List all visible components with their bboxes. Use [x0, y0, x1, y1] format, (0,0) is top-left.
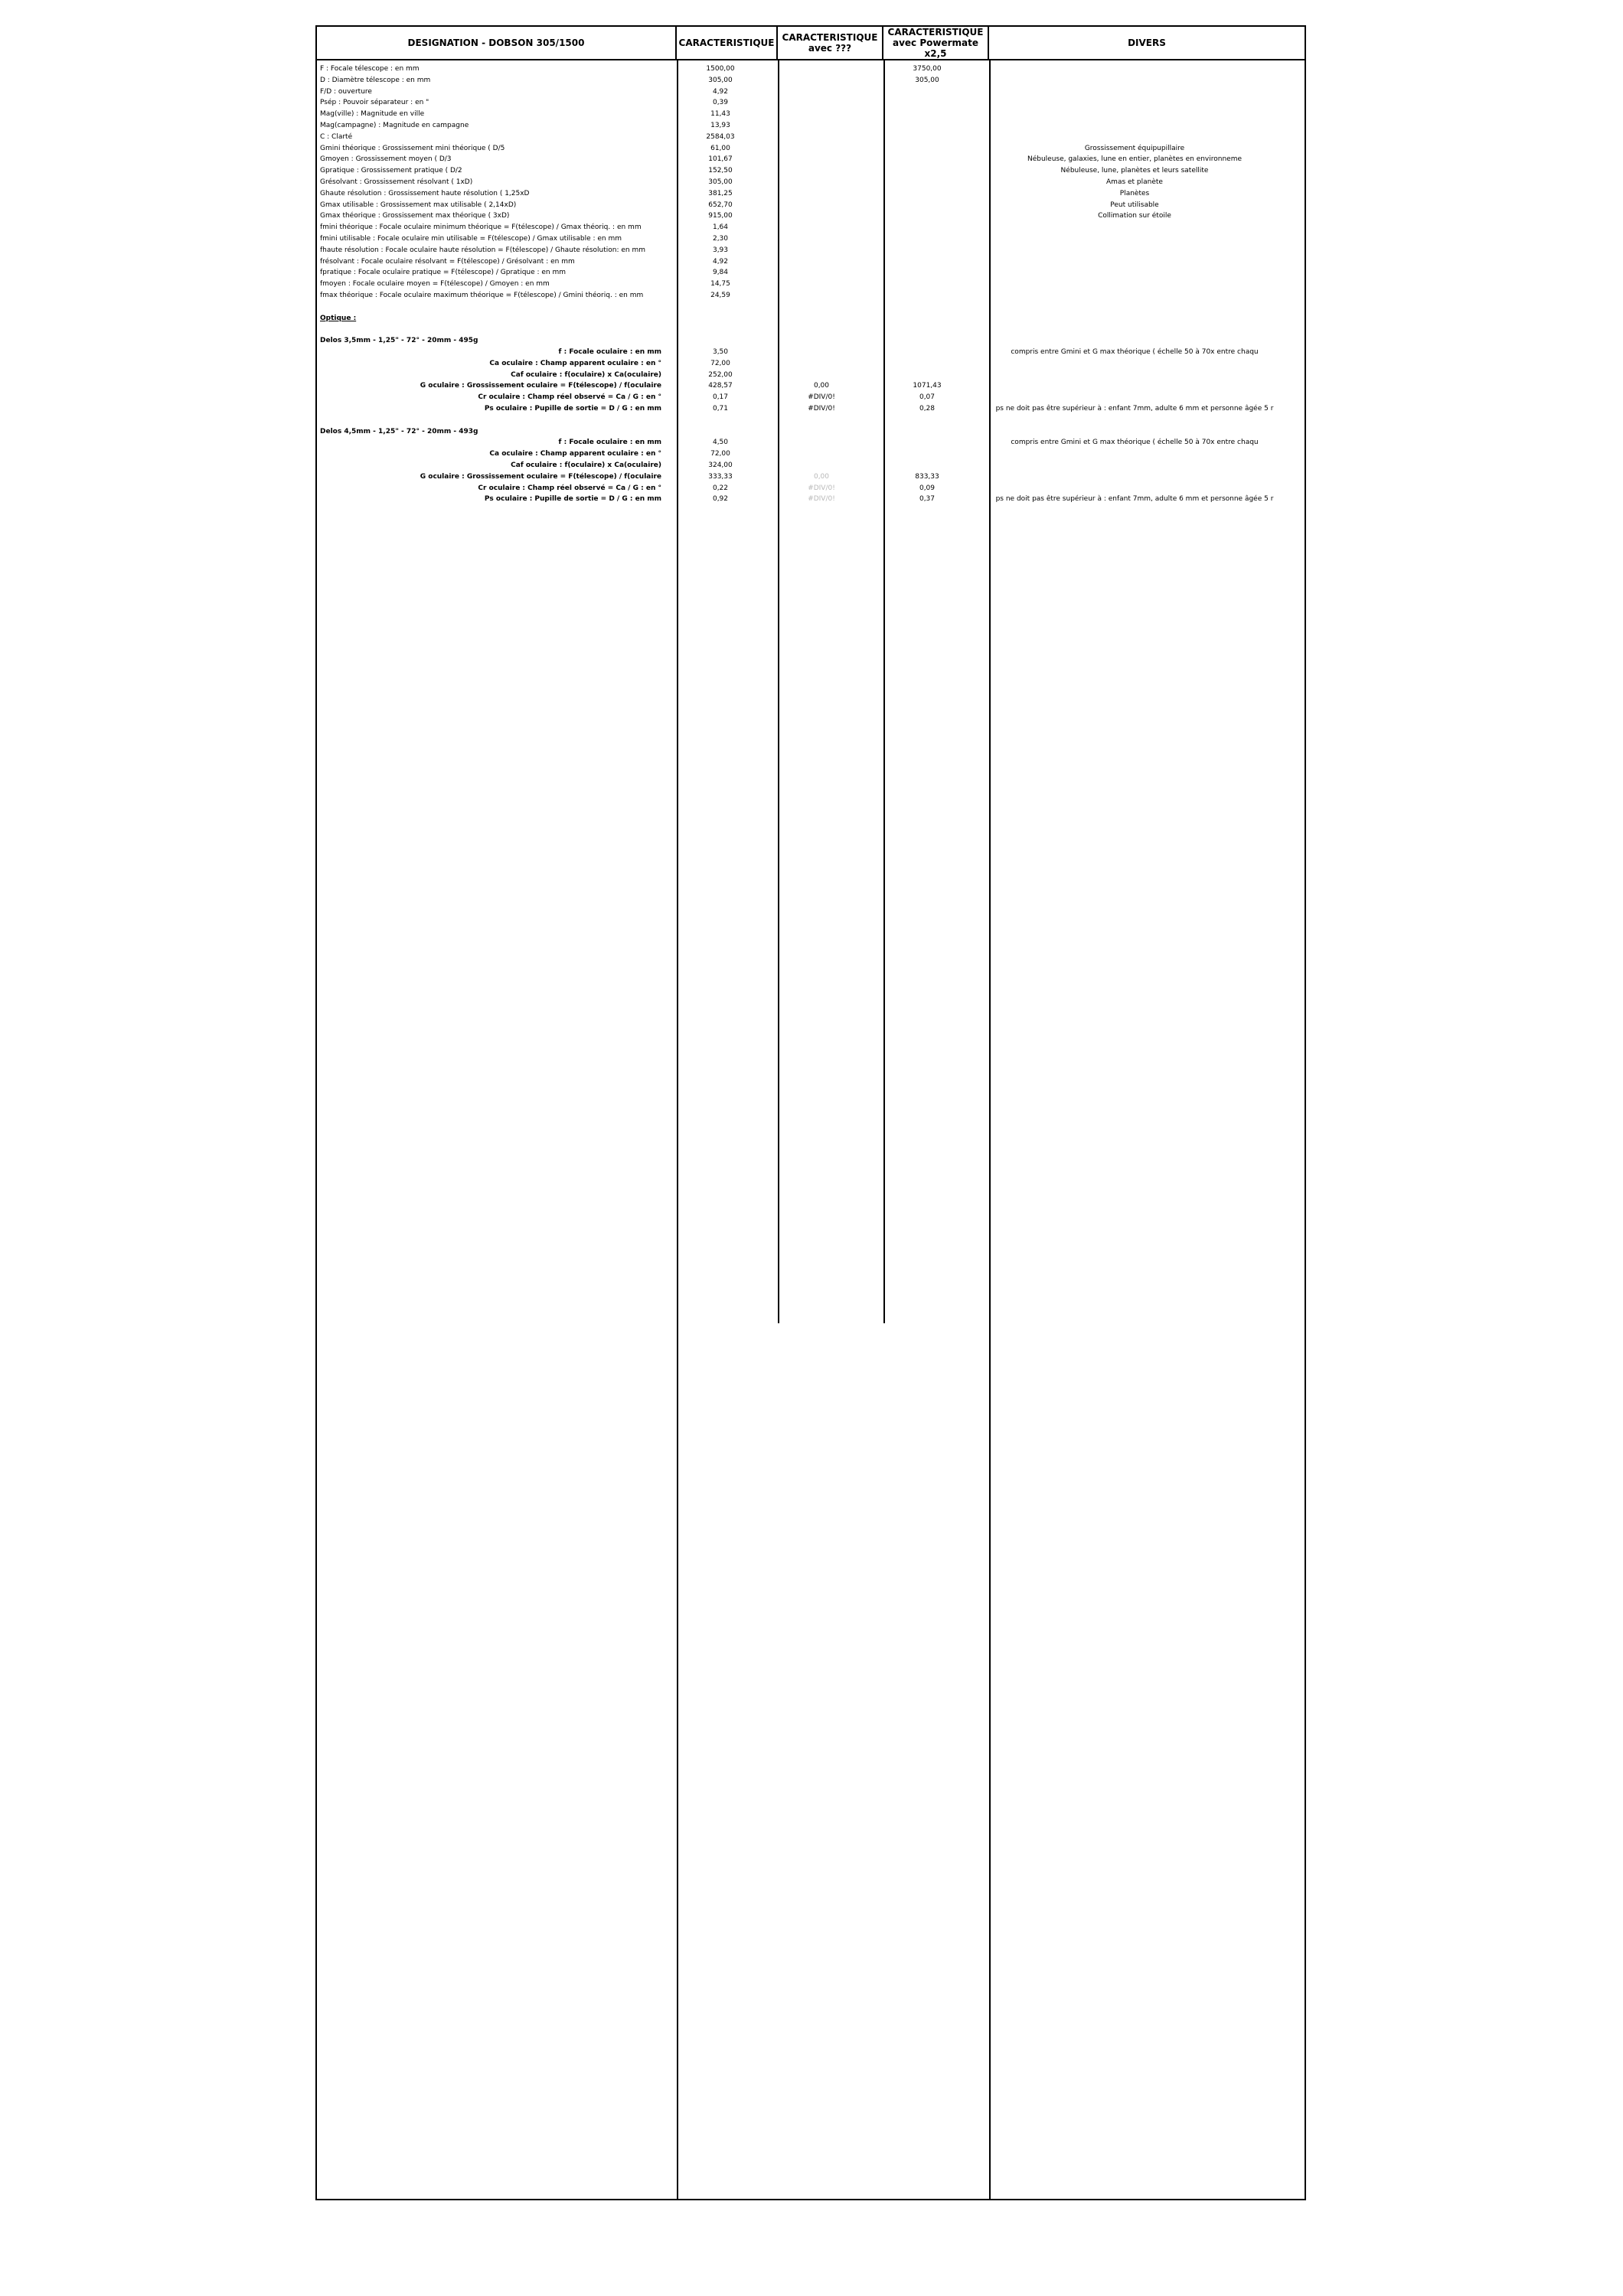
table-row	[317, 64, 1305, 74]
cell-t: fmini théorique : Focale oculaire minimum théorique = F(télescope) / Gmax théoriq. : en mm	[320, 223, 642, 232]
table-row	[317, 132, 1305, 142]
cell-v4: Planètes	[1119, 189, 1150, 197]
cell-v4: ps ne doit pas être supérieur à : enfant 7mm, adulte 6 mm et personne âgée 5 r	[995, 495, 1274, 504]
cell-v1: 0,71	[712, 405, 729, 413]
table-row	[317, 86, 1305, 97]
cell-v1: 333,33	[708, 472, 733, 481]
cell-t: fmini utilisable : Focale oculaire min utilisable = F(télescope) / Gmax utilisable : en mm	[320, 235, 622, 243]
cell-t: Psép : Pouvoir séparateur : en "	[320, 99, 429, 107]
table-row	[317, 437, 1305, 448]
cell-v3: 0,09	[919, 484, 936, 492]
cell-r: Ps oculaire : Pupille de sortie = D / G : en mm	[484, 495, 661, 504]
cell-r: G oculaire : Grossissement oculaire = F(télescope) / f(oculaire	[420, 472, 661, 481]
cell-v1: 72,00	[710, 450, 730, 458]
cell-v3: 0,28	[919, 405, 936, 413]
table-row	[317, 415, 1305, 426]
cell-t: Ghaute résolution : Grossissement haute résolution ( 1,25xD	[320, 189, 530, 197]
cell-v4: Nébuleuse, lune, planètes et leurs satellite	[1060, 167, 1209, 175]
cell-v1: 3,50	[712, 348, 729, 356]
table-row	[317, 324, 1305, 334]
cell-v1: 0,39	[712, 99, 729, 107]
cell-v1: 4,50	[712, 439, 729, 447]
cell-v4: Nébuleuse, galaxies, lune en entier, planètes en environneme	[1027, 155, 1243, 164]
cell-v1: 61,00	[710, 144, 730, 152]
cell-v4: Amas et planète	[1106, 178, 1163, 186]
table-row	[317, 97, 1305, 108]
cell-r: f : Focale oculaire : en mm	[558, 348, 661, 356]
cell-v1: 4,92	[712, 257, 729, 266]
table-row	[317, 154, 1305, 165]
cell-v2: #DIV/0!	[808, 495, 835, 504]
table-row	[317, 143, 1305, 154]
cell-v4: Collimation sur étoile	[1098, 212, 1171, 220]
cell-t: Gpratique : Grossissement pratique ( D/2	[320, 167, 462, 175]
table-row	[317, 370, 1305, 380]
table-row	[317, 233, 1305, 244]
table-row	[317, 448, 1305, 459]
table-row	[317, 188, 1305, 199]
cell-v1: 152,50	[708, 167, 733, 175]
cell-t: fmoyen : Focale oculaire moyen = F(télescope) / Gmoyen : en mm	[320, 280, 550, 289]
cell-t: Gmini théorique : Grossissement mini théorique ( D/5	[320, 144, 505, 152]
cell-v4: ps ne doit pas être supérieur à : enfant 7mm, adulte 6 mm et personne âgée 5 r	[995, 405, 1274, 413]
cell-t: F/D : ouverture	[320, 87, 372, 96]
cell-r: Caf oculaire : f(oculaire) x Ca(oculaire)	[511, 461, 661, 469]
cell-t: fmax théorique : Focale oculaire maximum théorique = F(télescope) / Gmini théoriq. : en mm	[320, 292, 644, 299]
table-row	[317, 120, 1305, 131]
table-row	[317, 256, 1305, 267]
table-row	[317, 279, 1305, 289]
cell-v4: Grossissement équipupillaire	[1084, 144, 1185, 152]
cell-v1: 381,25	[708, 189, 733, 197]
cell-v3: 0,07	[919, 393, 936, 402]
cell-v3: 0,37	[919, 495, 936, 504]
cell-t: Optique :	[320, 314, 357, 322]
column-header-divers: DIVERS	[989, 27, 1305, 60]
table-row	[317, 177, 1305, 188]
table-row	[317, 426, 1305, 437]
cell-r: G oculaire : Grossissement oculaire = F(télescope) / f(oculaire	[420, 382, 661, 390]
cell-v1: 24,59	[710, 292, 730, 299]
table-row	[317, 335, 1305, 346]
cell-t: F : Focale télescope : en mm	[320, 65, 420, 73]
cell-t: frésolvant : Focale oculaire résolvant = F(télescope) / Grésolvant : en mm	[320, 257, 575, 266]
cell-v2: #DIV/0!	[808, 393, 835, 402]
cell-v1: 72,00	[710, 359, 730, 367]
cell-v1: 305,00	[708, 76, 733, 84]
cell-v1: 252,00	[708, 370, 733, 379]
column-header-carac-avec: CARACTERISTIQUE avec ???	[778, 27, 883, 60]
cell-r: Caf oculaire : f(oculaire) x Ca(oculaire)	[511, 370, 661, 379]
cell-t: Delos 4,5mm - 1,25" - 72° - 20mm - 493g	[320, 427, 478, 435]
table-row	[317, 245, 1305, 256]
table-row	[317, 75, 1305, 86]
cell-v2: #DIV/0!	[808, 484, 835, 492]
column-header-caracteristique: CARACTERISTIQUE	[677, 27, 778, 60]
cell-t: fhaute résolution : Focale oculaire haute résolution = F(télescope) / Ghaute résolution: en mm	[320, 246, 646, 254]
cell-t: Gmax théorique : Grossissement max théorique ( 3xD)	[320, 212, 510, 220]
table-row	[317, 210, 1305, 221]
cell-v1: 4,92	[712, 87, 729, 96]
table-row	[317, 165, 1305, 176]
spreadsheet-table	[315, 25, 1306, 2200]
cell-t: fpratique : Focale oculaire pratique = F(télescope) / Gpratique : en mm	[320, 269, 567, 277]
cell-v1: 915,00	[708, 212, 733, 220]
table-row	[317, 290, 1305, 301]
cell-t: Delos 3,5mm - 1,25" - 72° - 20mm - 495g	[320, 337, 478, 345]
cell-v3: 833,33	[915, 472, 939, 481]
cell-r: Cr oculaire : Champ réel observé = Ca / G : en °	[478, 484, 661, 492]
cell-v1: 305,00	[708, 178, 733, 186]
cell-v3: 1071,43	[913, 382, 942, 390]
table-row	[317, 494, 1305, 504]
cell-v1: 428,57	[708, 382, 733, 390]
cell-r: Ca oculaire : Champ apparent oculaire : en °	[489, 359, 661, 367]
cell-v3: 305,00	[915, 76, 939, 84]
table-row	[317, 403, 1305, 414]
cell-v1: 1,64	[712, 223, 729, 232]
cell-v1: 652,70	[708, 201, 733, 209]
cell-v2: 0,00	[813, 472, 830, 481]
column-header-designation: DESIGNATION - DOBSON 305/1500	[317, 27, 677, 60]
cell-v3: 3750,00	[913, 65, 942, 73]
cell-t: D : Diamètre télescope : en mm	[320, 76, 431, 84]
cell-v1: 0,17	[712, 393, 729, 402]
cell-v2: #DIV/0!	[808, 405, 835, 413]
cell-v1: 2,30	[712, 235, 729, 243]
cell-v1: 11,43	[710, 110, 730, 119]
table-row	[317, 483, 1305, 494]
table-row	[317, 347, 1305, 357]
table-row	[317, 392, 1305, 403]
table-row	[317, 222, 1305, 233]
table-row	[317, 200, 1305, 210]
cell-v4: compris entre Gmini et G max théorique ( échelle 50 à 70x entre chaqu	[1011, 439, 1259, 447]
cell-v1: 0,22	[712, 484, 729, 492]
cell-v1: 101,67	[708, 155, 733, 164]
cell-v4: Peut utilisable	[1110, 201, 1159, 209]
cell-v1: 13,93	[710, 122, 730, 129]
column-header-carac-powermate: CARACTERISTIQUE avec Powermate x2,5	[883, 27, 989, 60]
cell-v1: 14,75	[710, 280, 730, 289]
cell-t: Grésolvant : Grossissement résolvant ( 1xD)	[320, 178, 473, 186]
cell-v4: compris entre Gmini et G max théorique ( échelle 50 à 70x entre chaqu	[1011, 348, 1259, 356]
cell-r: Ps oculaire : Pupille de sortie = D / G : en mm	[484, 405, 661, 413]
cell-t: Mag(campagne) : Magnitude en campagne	[320, 122, 469, 129]
cell-t: Gmax utilisable : Grossissement max utilisable ( 2,14xD)	[320, 201, 517, 209]
cell-v1: 9,84	[712, 269, 729, 277]
table-row	[317, 302, 1305, 312]
table-row	[317, 460, 1305, 471]
table-row	[317, 313, 1305, 324]
cell-v1: 3,93	[712, 246, 729, 254]
table-row	[317, 380, 1305, 391]
cell-v1: 324,00	[708, 461, 733, 469]
cell-v1: 2584,03	[706, 132, 735, 141]
table-row	[317, 505, 1305, 516]
cell-r: f : Focale oculaire : en mm	[558, 439, 661, 447]
cell-v1: 1500,00	[706, 65, 735, 73]
cell-r: Cr oculaire : Champ réel observé = Ca / G : en °	[478, 393, 661, 402]
cell-v1: 0,92	[712, 495, 729, 504]
cell-v2: 0,00	[813, 382, 830, 390]
table-row	[317, 471, 1305, 482]
cell-r: Ca oculaire : Champ apparent oculaire : en °	[489, 450, 661, 458]
cell-t: C : Clarté	[320, 132, 353, 141]
table-row	[317, 267, 1305, 278]
cell-t: Mag(ville) : Magnitude en ville	[320, 110, 425, 119]
table-row	[317, 358, 1305, 369]
cell-t: Gmoyen : Grossissement moyen ( D/3	[320, 155, 452, 164]
table-row	[317, 109, 1305, 119]
